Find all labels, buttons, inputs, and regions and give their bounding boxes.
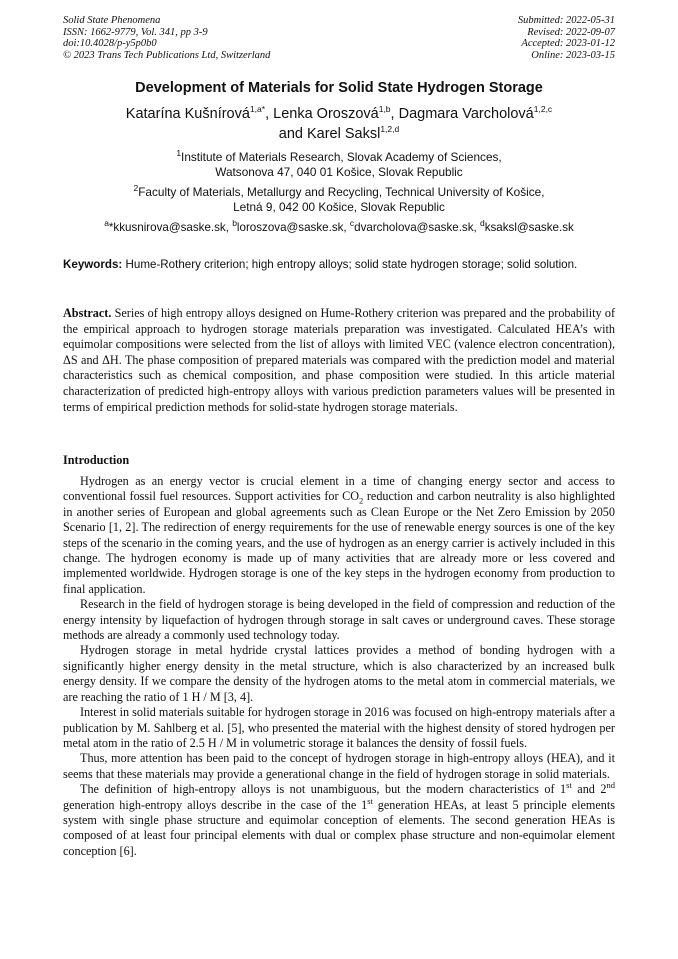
author-affiliation-mark: 1,2,d [380,124,400,135]
affiliation-line: Letná 9, 042 00 Košice, Slovak Republic [233,200,445,214]
author-conjunction: and [278,126,307,142]
email-link[interactable]: *kkusnirova@saske.sk [108,221,226,234]
affiliation-number: 2 [133,183,139,194]
online-date: Online: 2023-03-15 [531,49,615,61]
paragraph: Thus, more attention has been paid to the concept of hydrogen storage in high-entropy alloys (HEA), and it seems that these materials may provide a generational change in the field of hydrogen storage in solid materials. [63,751,615,781]
section-heading: Introduction [63,453,130,467]
email-mark: c [349,218,355,229]
keywords-label: Keywords: [63,258,123,271]
paragraph-text: Hydrogen as an energy vector is crucial element in a time of changing energy sector and access to conventional fossil fuel resources. Support activities for CO [63,474,615,504]
email-link[interactable]: ksaksl@saske.sk [484,221,574,234]
email-link[interactable]: dvarcholova@saske.sk [354,221,474,234]
author-affiliation-mark: 1,a* [249,104,266,115]
paragraph-text: and 2 [571,782,607,797]
abstract-label: Abstract. [63,306,112,320]
keywords [63,257,615,272]
affiliation-line: Institute of Materials Research, Slovak Academy of Sciences, [181,150,502,164]
paragraph-text: reduction and carbon neutrality is also highlighted in another series of European and global agreements such as Clean Europe or the Net Zero Emission by 2050 Scenario [1, 2]. The redirection of energy requirements for the use of renewable energy sources is one of the key steps of the scenario in the coming years, and the use of hydrogen as an energy carrier is actively included in this change. The hydrogen economy is made up of many activities that are already more or less covered and implemented worldwide. Hydrogen storage is one of the key steps in the hydrogen economy from production to final application. [63,489,615,596]
issn: ISSN: 1662-9779, Vol. 341, pp 3-9 [63,26,208,38]
affiliation-line: Faculty of Materials, Metallurgy and Recycling, Technical University of Košice, [138,185,545,199]
paragraph-text: generation HEAs, at least 5 principle elements system with single phase structure and equimolar conception of elements. The second generation HEAs is composed of at least four principal elements with dual or complex phase structure and non-equimolar element conception [6]. [63,797,615,858]
paragraph [63,782,615,859]
paragraph: Interest in solid materials suitable for hydrogen storage in 2016 was focused on high-entropy materials after a publication by M. Sahlberg et al. [5], who presented the material with the highest density of stored hydrogen per metal atom in the ratio of 2.5 H / M in volumetric storage it balances the density of fossil fuels. [63,705,615,750]
keywords-text: Hume-Rothery criterion; high entropy alloys; solid state hydrogen storage; solid solution. [125,258,578,271]
journal-name: Solid State Phenomena [63,15,161,26]
doi[interactable]: doi:10.4028/p-y5p0b0 [63,38,157,50]
email-mark: d [479,218,485,229]
paragraph: Research in the field of hydrogen storage is being developed in the field of compression and reduction of the energy intensity by liquefaction of hydrogen through storage in salt caves or underground caves. These storage methods are already a commonly used technology today. [63,597,615,643]
author-name: Karel Saksl [306,126,381,142]
superscript: nd [606,780,615,791]
superscript: st [367,795,373,806]
affiliation-2 [63,185,615,215]
author-name: Dagmara Varcholová [398,106,534,122]
author-separator: , [390,106,399,122]
paragraph: Hydrogen storage in metal hydride crystal lattices provides a method of bonding hydrogen with a significantly higher energy density in the metal structure, which is also characterized by an increased bulk energy density. If we compare the density of the hydrogen atoms to the metal atom in commercial materials, we are reaching the ratio of 1 H / M [3, 4]. [63,643,615,704]
abstract [63,306,615,415]
author-affiliation-mark: 1,b [378,104,391,115]
author-separator: , [265,106,274,122]
author-name: Katarína Kušnírová [125,106,250,122]
author-list [63,104,615,144]
email-list: $^a$*kkusnirova@saske.sk, $^b$loroszova@saske.sk, $^c$dvarcholova@saske.sk, $^d$ksaksl@saske.sk [104,218,574,234]
affiliation-1 [63,150,615,180]
header-left [63,15,270,61]
email-mark: b [232,218,237,229]
email-mark: a [104,218,109,229]
affiliation-number: 1 [176,148,182,159]
paragraph [63,474,615,597]
superscript: st [566,780,572,791]
header-right [518,15,615,61]
paragraph-text: generation high-entropy alloys describe in the case of the 1 [63,797,368,812]
abstract-text: Series of high entropy alloys designed on Hume-Rothery criterion was prepared and the probability of the empirical approach to hydrogen storage materials preparation was investigated. Calculated HEA’s with equimolar compositions were selected from the list of alloys with limited VEC (valence electron concentration), ΔS and ΔH. The phase composition of prepared materials was compared with the prediction model and material characteristics such as chemical composition, and phase composition were studied. In this article material characterization of predicted high-entropy alloys with various prediction parameters values will be presented in terms of empirical prediction methods for solid-state hydrogen storage materials. [63,306,615,414]
introduction-body [63,474,615,859]
email-link[interactable]: loroszova@saske.sk [236,221,344,234]
revised-date: Revised: 2022-09-07 [527,26,615,38]
accepted-date: Accepted: 2023-01-12 [521,38,615,50]
subscript: 2 [359,495,364,506]
affiliation-line: Watsonova 47, 040 01 Košice, Slovak Republic [215,165,463,179]
paper-title: Development of Materials for Solid State Hydrogen Storage [135,80,543,96]
author-name: Lenka Oroszová [273,106,379,122]
submitted-date: Submitted: 2022-05-31 [517,15,615,26]
copyright: © 2023 Trans Tech Publications Ltd, Switzerland [63,49,271,61]
author-affiliation-mark: 1,2,c [533,104,553,115]
paragraph-text: The definition of high-entropy alloys is not unambiguous, but the modern characteristics of 1 [80,782,567,797]
